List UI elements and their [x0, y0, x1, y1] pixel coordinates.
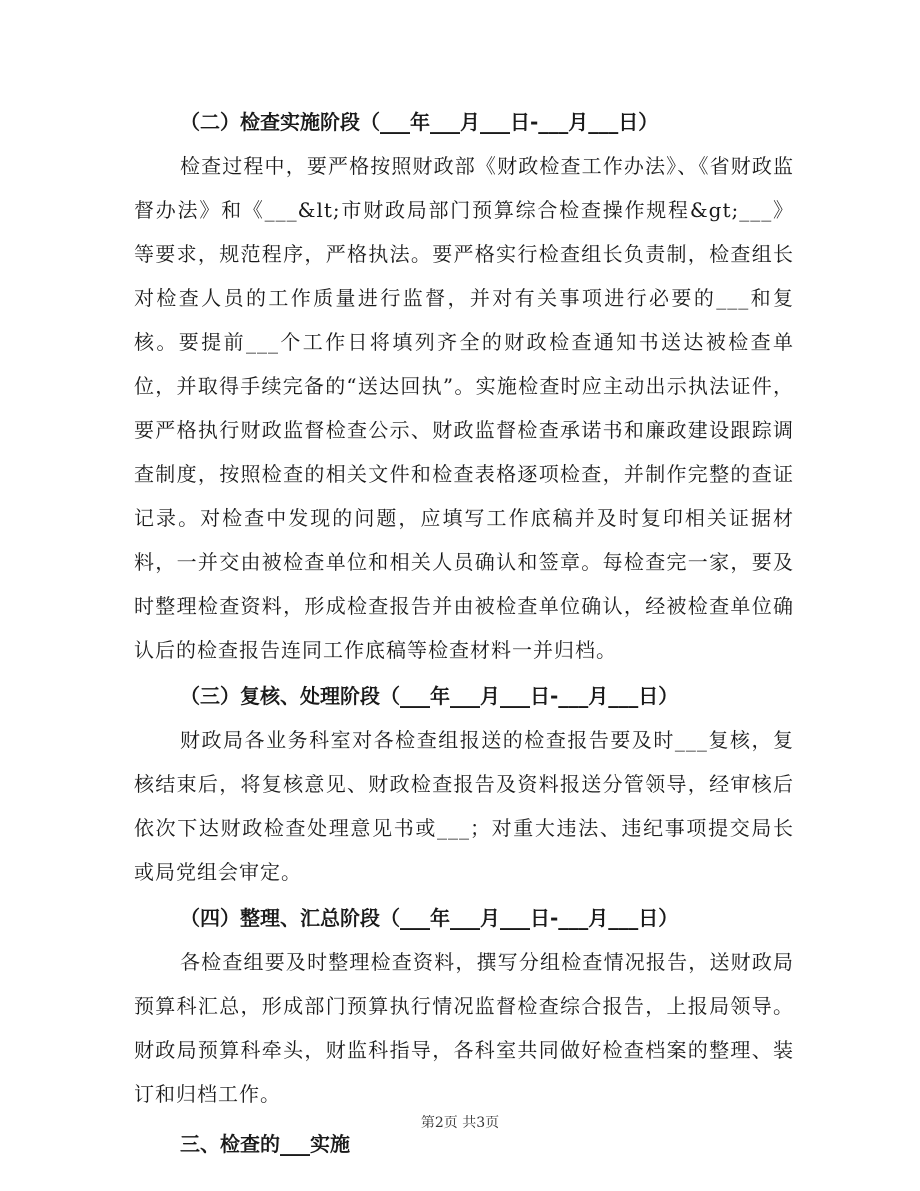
section-body-review — [134, 718, 794, 894]
document-body — [134, 100, 794, 1166]
section-body-summary — [134, 940, 794, 1116]
paragraph: 各检查组要及时整理检查资料，撰写分组检查情况报告，送财政局预算科汇总，形成部门预算执行情况监督检查综合报告，上报局领导。财政局预算科牵头，财监科指导，各科室共同做好检查档案的整理、装订和归档工作。 — [134, 950, 794, 1106]
paragraph: 检查过程中，要严格按照财政部《财政检查工作办法》、《省财政监督办法》和《___&lt;市财政局部门预算综合检查操作规程&gt;___》等要求，规范程序，严格执法。要严格实行检查组长负责制，检查组长对检查人员的工作质量进行监督，并对有关事项进行必要的___和复核。要提前___个工作日将填列齐全的财政检查通知书送达被检查单位，并取得手续完备的“送达回执”。实施检查时应主动出示执法证件，要严格执行财政监督检查公示、财政监督检查承诺书和廉政建设跟踪调查制度，按照检查的相关文件和检查表格逐项检查，并制作完整的查证记录。对检查中发现的问题，应填写工作底稿并及时复印相关证据材料，一并交由被检查单位和相关人员确认和签章。每检查完一家，要及时整理检查资料，形成检查报告并由被检查单位确认，经被检查单位确认后的检查报告连同工作底稿等检查材料一并归档。 — [134, 154, 794, 662]
section-heading-inspection: 三、检查的___实施 — [180, 1132, 350, 1156]
paragraph: 财政局各业务科室对各检查组报送的检查报告要及时___复核，复核结束后，将复核意见、财政检查报告及资料报送分管领导，经审核后依次下达财政检查处理意见书或___；对重大违法、违纪事项提交局长或局党组会审定。 — [134, 728, 794, 884]
section-heading-implementation: （二）检查实施阶段（___年___月___日-___月___日） — [180, 110, 659, 134]
section-body-implementation — [134, 144, 794, 672]
page-number-footer: 第2页 共3页 — [420, 1115, 500, 1131]
section-heading-review: （三）复核、处理阶段（___年___月___日-___月___日） — [180, 684, 679, 708]
section-heading-summary: （四）整理、汇总阶段（___年___月___日-___月___日） — [180, 906, 679, 930]
